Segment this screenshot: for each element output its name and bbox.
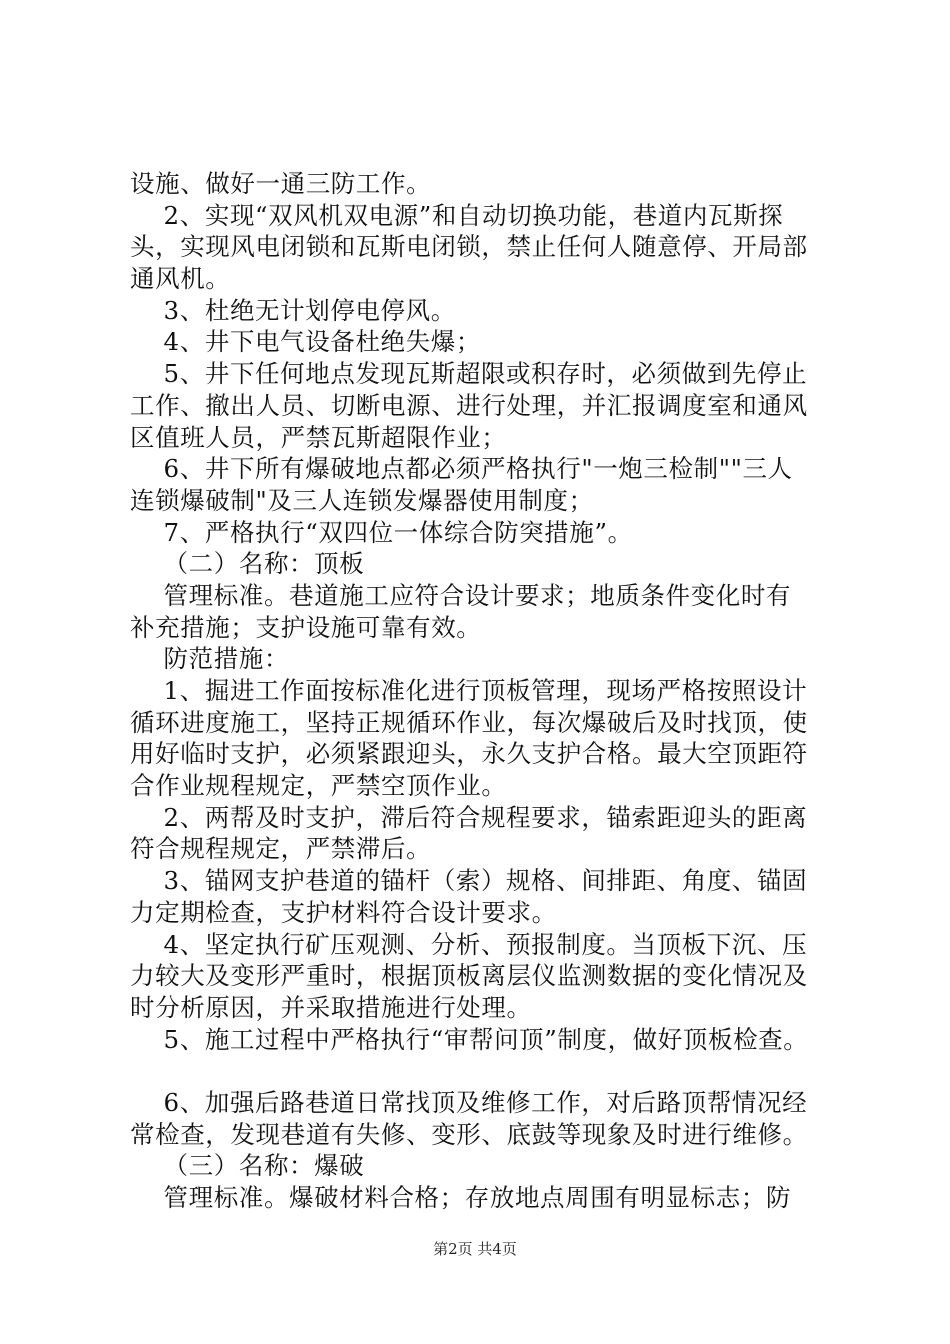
body-line: 补充措施；支护设施可靠有效。: [130, 612, 482, 642]
body-line: 工作、撤出人员、切断电源、进行处理，并汇报调度室和通风: [130, 390, 808, 420]
body-line: 循环进度施工，坚持正规循环作业，每次爆破后及时找顶，使: [130, 707, 808, 737]
body-line: 6、井下所有爆破地点都必须严格执行"一炮三检制""三人: [130, 454, 793, 484]
body-line: 管理标准。爆破材料合格；存放地点周围有明显标志；防: [130, 1183, 792, 1212]
body-line: 常检查，发现巷道有失修、变形、底鼓等现象及时进行维修。: [130, 1119, 808, 1149]
body-line: 防范措施：: [130, 644, 290, 674]
document-body: [130, 168, 850, 1214]
body-line: 连锁爆破制"及三人连锁发爆器使用制度；: [130, 485, 594, 515]
body-line: 力定期检查，支护材料符合设计要求。: [130, 897, 557, 927]
body-line: 1、掘进工作面按标准化进行顶板管理，现场严格按照设计: [130, 676, 808, 705]
body-line: 5、井下任何地点发现瓦斯超限或积存时，必须做到先停止: [130, 359, 808, 389]
body-line: 3、锚网支护巷道的锚杆（索）规格、间排距、角度、锚固: [130, 866, 808, 896]
body-line: 2、两帮及时支护，滞后符合规程要求，锚索距迎头的距离: [130, 802, 808, 832]
body-line: 4、坚定执行矿压观测、分析、预报制度。当顶板下沉、压: [130, 929, 808, 959]
blank-line: [130, 1055, 850, 1087]
body-line: 头，实现风电闭锁和瓦斯电闭锁，禁止任何人随意停、开局部: [130, 232, 808, 262]
body-line: 区值班人员，严禁瓦斯超限作业；: [130, 422, 507, 452]
body-line: 3、杜绝无计划停电停风。: [130, 295, 456, 325]
body-line: 符合规程规定，严禁滞后。: [130, 834, 432, 864]
body-line: 设施、做好一通三防工作。: [130, 169, 432, 198]
body-line: 5、施工过程中严格执行“审帮问顶”制度，做好顶板检查。: [130, 1024, 809, 1054]
body-line: 用好临时支护，必须紧跟迎头，永久支护合格。最大空顶距符: [130, 739, 808, 769]
body-line: 2、实现“双风机双电源”和自动切换功能，巷道内瓦斯探: [130, 200, 784, 230]
body-line: 7、严格执行“双四位一体综合防突措施”。: [130, 517, 633, 547]
page-footer: 第2页 共4页: [433, 1240, 517, 1258]
body-line: （三）名称：爆破: [130, 1151, 365, 1181]
body-line: （二）名称：顶板: [130, 549, 365, 579]
body-line: 时分析原因，并采取措施进行处理。: [130, 992, 532, 1022]
body-line: 通风机。: [130, 264, 231, 294]
body-line: 合作业规程规定，严禁空顶作业。: [130, 771, 507, 801]
body-line: 力较大及变形严重时，根据顶板离层仪监测数据的变化情况及: [130, 961, 808, 991]
body-line: 4、井下电气设备杜绝失爆；: [130, 327, 481, 357]
body-line: 管理标准。巷道施工应符合设计要求；地质条件变化时有: [130, 580, 792, 610]
body-line: 6、加强后路巷道日常找顶及维修工作，对后路顶帮情况经: [130, 1087, 808, 1117]
